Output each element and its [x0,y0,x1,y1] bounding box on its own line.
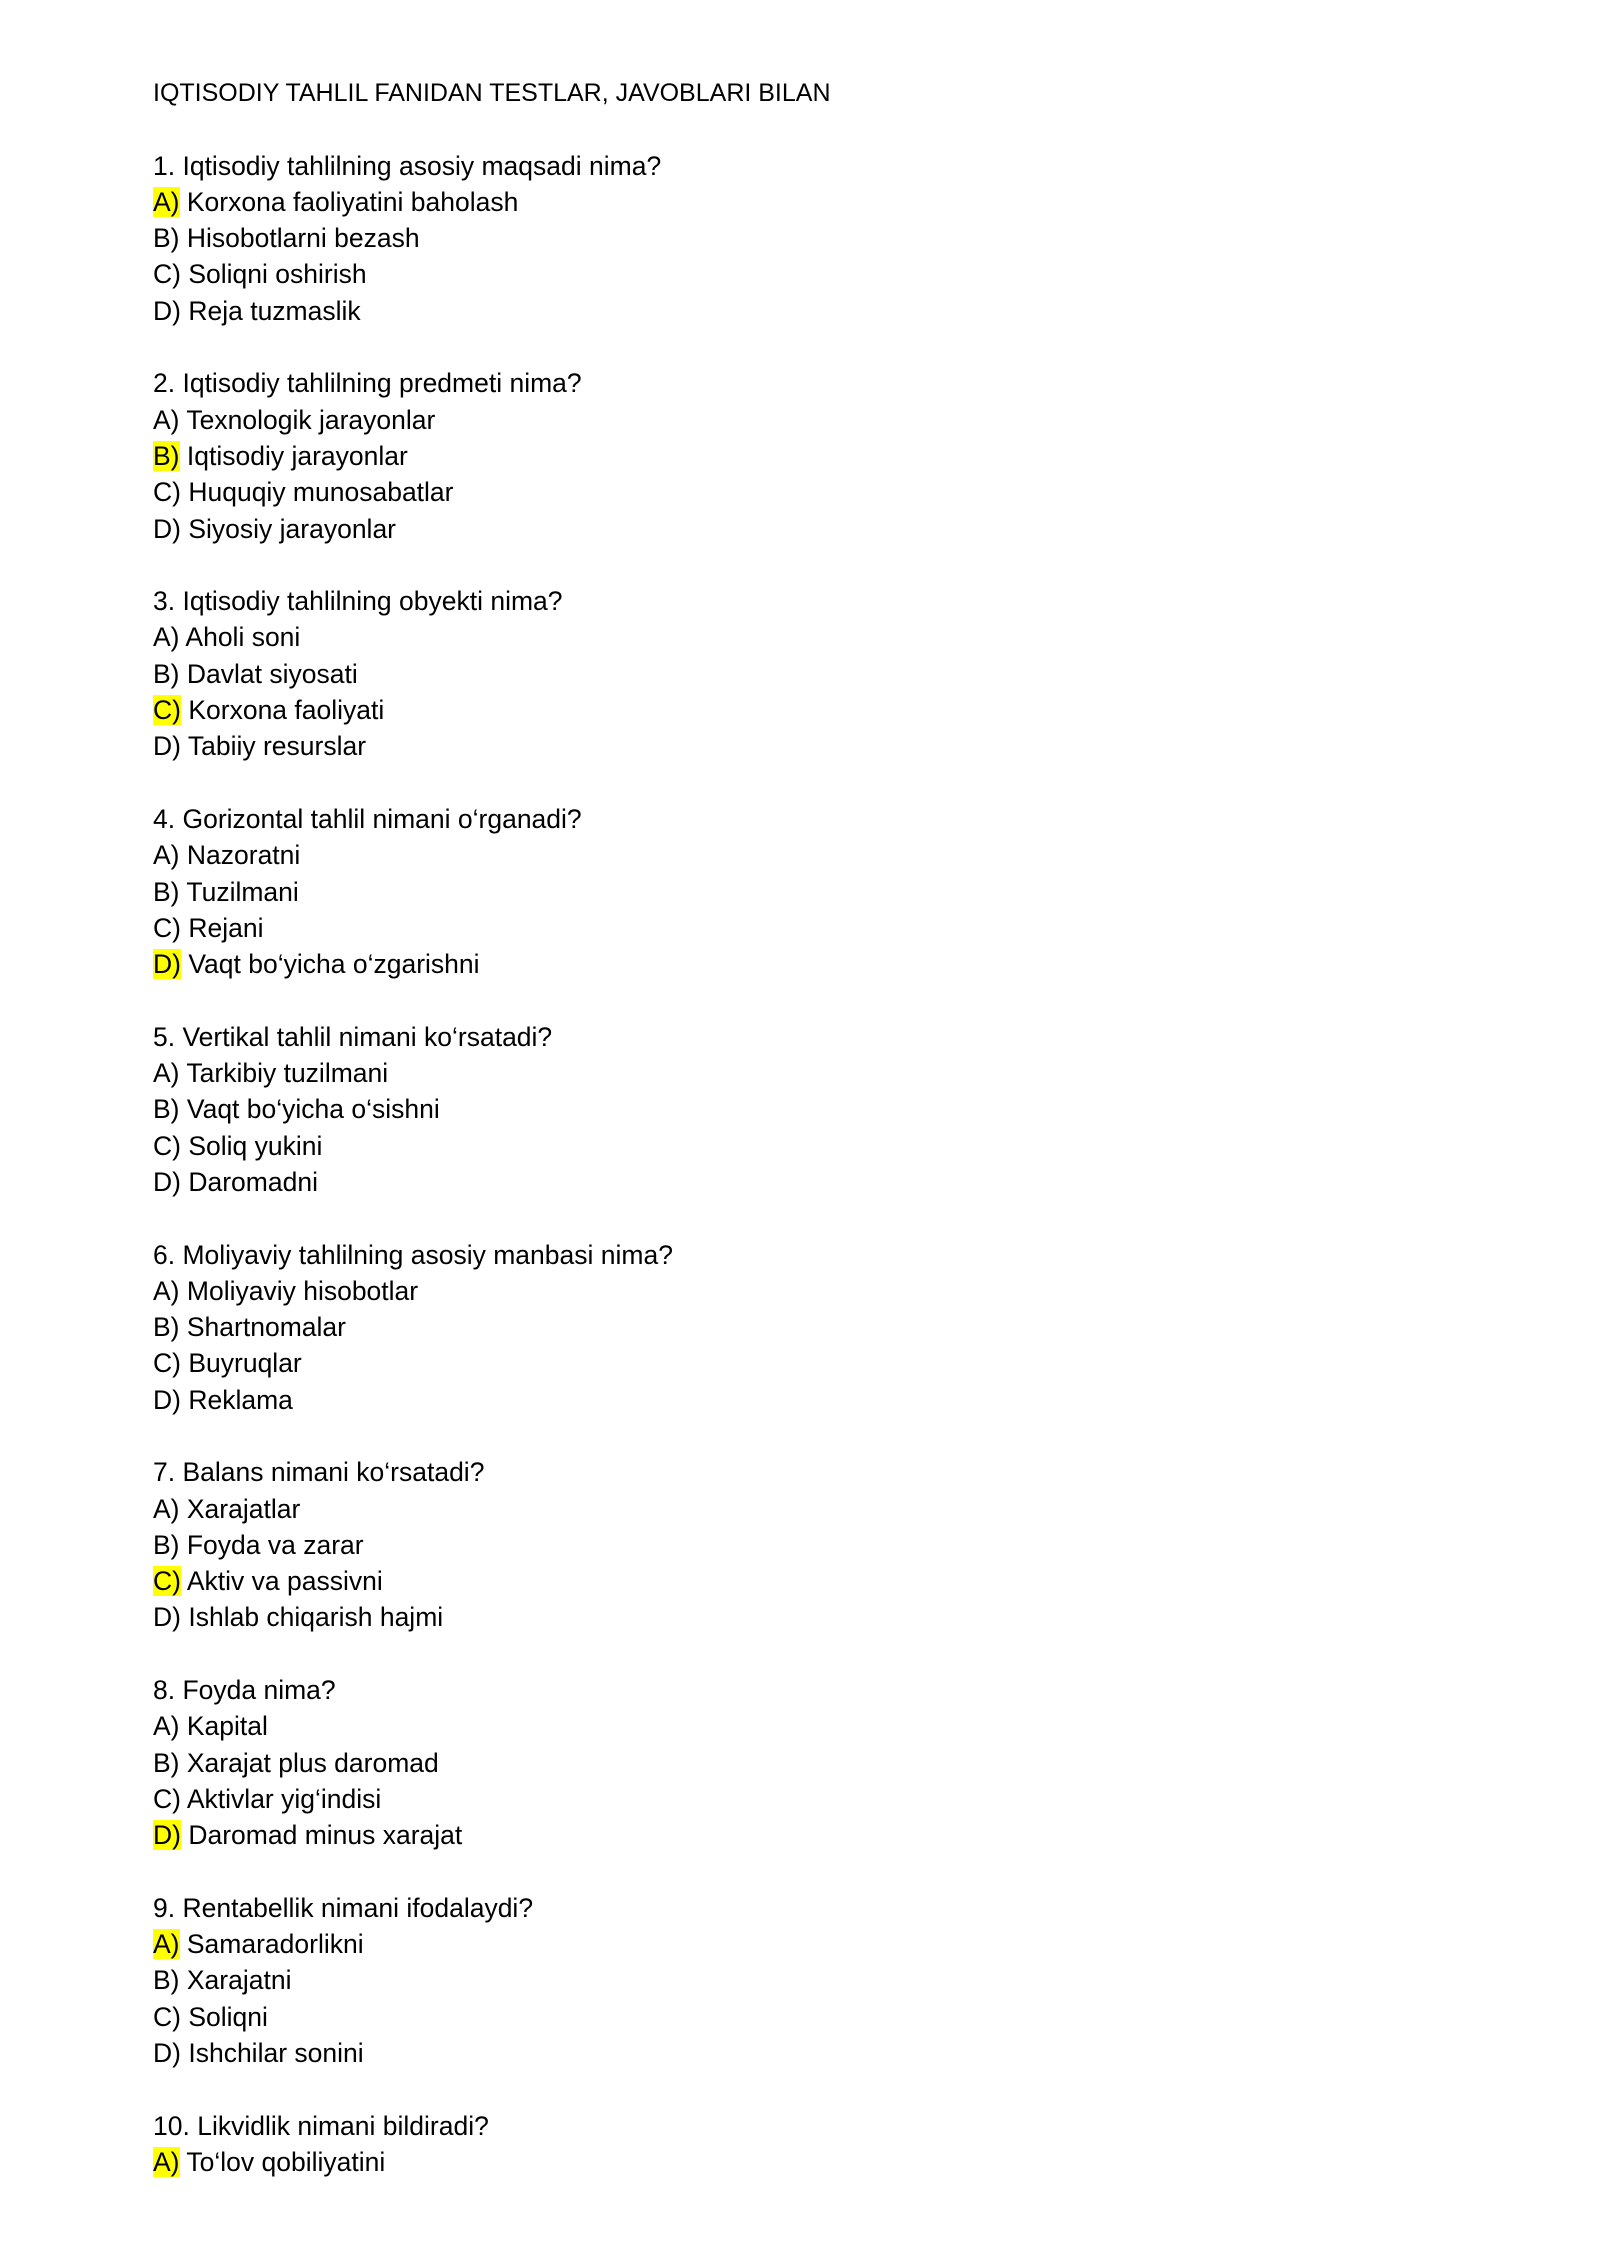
option-text: Xarajatni [186,1965,292,1996]
answer-option [153,1745,1453,1781]
option-text: Siyosiy jarayonlar [188,513,397,544]
option-letter: B) [153,876,180,907]
blank-line [153,765,1453,801]
answer-option [153,2035,1453,2071]
answer-option [153,293,1453,329]
question-text: 5. Vertikal tahlil nimani ko‘rsatadi? [153,1021,553,1052]
blank-line [153,1854,1453,1890]
option-text: Ishchilar sonini [188,2038,364,2069]
option-letter: A) [153,1275,180,1306]
question-text: 9. Rentabellik nimani ifodalaydi? [153,1892,534,1923]
option-text: Shartnomalar [186,1312,346,1343]
answer-option [153,656,1453,692]
option-text: Reklama [188,1384,293,1415]
question-block [153,2108,1453,2181]
answer-option [153,1382,1453,1418]
option-text: Tabiiy resurslar [187,731,367,762]
correct-answer-letter: B) [153,440,180,471]
option-letter: D) [153,2038,181,2069]
option-text: To‘lov qobiliyatini [186,2146,386,2177]
blank-line [153,982,1453,1018]
correct-answer-letter: A) [153,186,180,217]
answer-option [153,1708,1453,1744]
answer-option [153,692,1453,728]
answer-option [153,402,1453,438]
option-letter: A) [153,404,180,435]
answer-option [153,474,1453,510]
answer-option [153,728,1453,764]
question-text: 6. Moliyaviy tahlilning asosiy manbasi nima? [153,1239,673,1270]
option-text: Xarajatlar [186,1493,301,1524]
option-letter: D) [153,1602,181,1633]
option-letter: C) [153,1130,181,1161]
option-letter: C) [153,477,181,508]
option-text: Aholi soni [185,622,301,653]
question-block [153,1454,1453,1635]
option-letter: A) [153,1711,180,1742]
option-letter: D) [153,1166,181,1197]
answer-option [153,1055,1453,1091]
option-letter: B) [153,223,180,254]
question-list [153,148,1453,2181]
option-letter: C) [153,1783,181,1814]
answer-option [153,1999,1453,2035]
option-text: Soliq yukini [188,1130,323,1161]
option-text: Hisobotlarni bezash [186,223,420,254]
question-block [153,365,1453,546]
option-letter: C) [153,2001,181,2032]
answer-option [153,1164,1453,1200]
question-text: 2. Iqtisodiy tahlilning predmeti nima? [153,368,582,399]
option-letter: B) [153,1529,180,1560]
option-text: Reja tuzmaslik [188,295,361,326]
question-text: 7. Balans nimani ko‘rsatadi? [153,1457,485,1488]
correct-answer-letter: D) [153,1820,181,1851]
option-letter: C) [153,259,181,290]
question-text: 1. Iqtisodiy tahlilning asosiy maqsadi nima? [153,150,662,181]
option-letter: D) [153,295,181,326]
question-text: 3. Iqtisodiy tahlilning obyekti nima? [153,586,563,617]
answer-option [153,837,1453,873]
option-text: Nazoratni [186,840,301,871]
question-block [153,148,1453,329]
option-text: Kapital [186,1711,268,1742]
correct-answer-letter: C) [153,695,181,726]
option-text: Foyda va zarar [186,1529,364,1560]
option-text: Huquqiy munosabatlar [188,477,454,508]
question-block [153,1237,1453,1418]
option-letter: A) [153,1493,180,1524]
answer-option [153,2144,1453,2180]
option-text: Soliqni oshirish [188,259,367,290]
option-letter: C) [153,912,181,943]
option-text: Samaradorlikni [186,1929,364,1960]
answer-option [153,1527,1453,1563]
option-text: Daromad minus xarajat [188,1820,463,1851]
option-text: Soliqni [188,2001,268,2032]
blank-line [153,2071,1453,2107]
answer-option [153,946,1453,982]
blank-line [153,547,1453,583]
answer-option [153,619,1453,655]
option-text: Texnologik jarayonlar [186,404,436,435]
answer-option [153,184,1453,220]
correct-answer-letter: A) [153,2146,180,2177]
option-letter: D) [153,731,181,762]
option-letter: B) [153,1747,180,1778]
answer-option [153,1962,1453,1998]
option-text: Vaqt bo‘yicha o‘zgarishni [188,949,480,980]
answer-option [153,1309,1453,1345]
option-letter: A) [153,622,180,653]
option-letter: A) [153,840,180,871]
answer-option [153,1128,1453,1164]
option-letter: A) [153,1058,180,1089]
option-text: Xarajat plus daromad [186,1747,439,1778]
blank-line [153,1636,1453,1672]
document-title: IQTISODIY TAHLIL FANIDAN TESTLAR, JAVOBLARI BILAN [153,79,831,107]
question-block [153,801,1453,982]
option-text: Aktivlar yig‘indisi [186,1783,382,1814]
answer-option [153,1926,1453,1962]
option-letter: D) [153,1384,181,1415]
option-letter: D) [153,513,181,544]
correct-answer-letter: D) [153,949,181,980]
blank-line [153,1200,1453,1236]
correct-answer-letter: C) [153,1566,181,1597]
answer-option [153,1091,1453,1127]
option-text: Moliyaviy hisobotlar [186,1275,419,1306]
answer-option [153,1273,1453,1309]
option-text: Tuzilmani [186,876,299,907]
option-letter: C) [153,1348,181,1379]
answer-option [153,256,1453,292]
option-text: Aktiv va passivni [186,1566,383,1597]
answer-option [153,1599,1453,1635]
option-letter: B) [153,1094,180,1125]
question-block [153,1672,1453,1853]
question-block [153,583,1453,764]
question-block [153,1890,1453,2071]
option-text: Davlat siyosati [186,658,358,689]
answer-option [153,874,1453,910]
option-letter: B) [153,658,180,689]
answer-option [153,1817,1453,1853]
blank-line [153,1418,1453,1454]
answer-option [153,1345,1453,1381]
question-text: 10. Likvidlik nimani bildiradi? [153,2110,489,2141]
option-text: Vaqt bo‘yicha o‘sishni [186,1094,440,1125]
answer-option [153,1563,1453,1599]
answer-option [153,438,1453,474]
option-letter: B) [153,1965,180,1996]
answer-option [153,1491,1453,1527]
answer-option [153,511,1453,547]
option-text: Buyruqlar [188,1348,302,1379]
blank-line [153,111,1453,147]
option-text: Korxona faoliyati [188,695,385,726]
option-text: Daromadni [188,1166,318,1197]
option-text: Korxona faoliyatini baholash [186,186,519,217]
option-text: Ishlab chiqarish hajmi [188,1602,444,1633]
answer-option [153,220,1453,256]
question-text: 4. Gorizontal tahlil nimani o‘rganadi? [153,803,582,834]
correct-answer-letter: A) [153,1929,180,1960]
answer-option [153,1781,1453,1817]
option-text: Rejani [188,912,264,943]
option-letter: B) [153,1312,180,1343]
question-block [153,1019,1453,1200]
question-text: 8. Foyda nima? [153,1675,336,1706]
blank-line [153,329,1453,365]
option-text: Iqtisodiy jarayonlar [186,440,408,471]
document-body [153,75,1453,2180]
answer-option [153,910,1453,946]
option-text: Tarkibiy tuzilmani [186,1058,389,1089]
